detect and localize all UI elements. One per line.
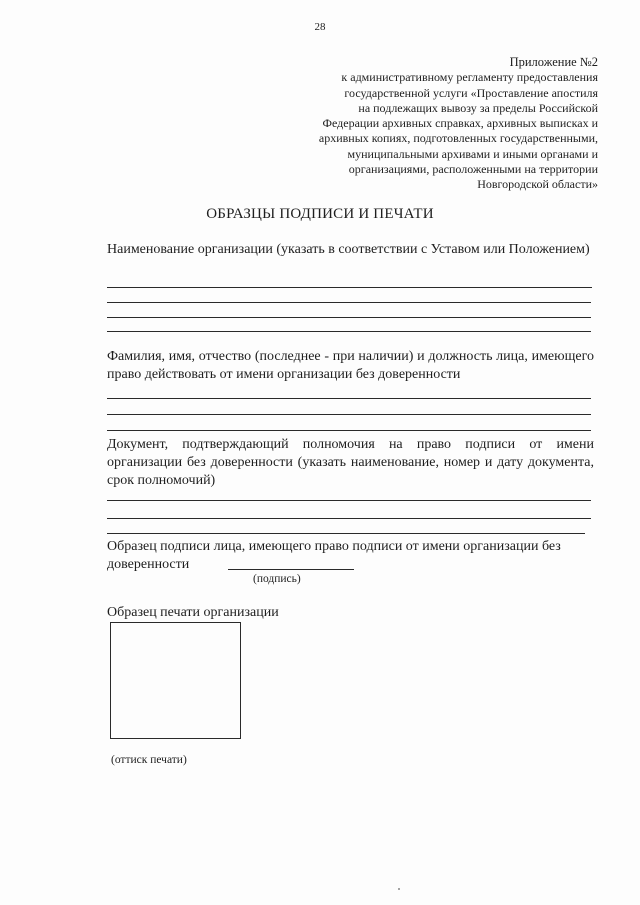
appendix-block (258, 55, 598, 193)
scan-speck (398, 888, 400, 890)
fill-line (107, 287, 592, 288)
signature-sample-label: Образец подписи лица, имеющего право подписи от имени организации без доверенности (107, 539, 561, 572)
appendix-line: организациями, расположенными на территории (348, 162, 598, 177)
fill-line (107, 414, 591, 415)
appendix-line: государственной услуги «Проставление апостиля (344, 85, 598, 100)
signature-line (228, 569, 354, 570)
appendix-line: Федерации архивных справках, архивных выписках и (322, 116, 598, 131)
appendix-line: муниципальными архивами и иными органами и (347, 146, 598, 161)
appendix-line: на подлежащих вывозу за пределы Российской (358, 100, 598, 115)
fill-line (107, 398, 591, 399)
fill-line (107, 317, 591, 318)
document-title: ОБРАЗЦЫ ПОДПИСИ И ПЕЧАТИ (206, 206, 434, 222)
fill-line (107, 533, 585, 534)
seal-caption: (оттиск печати) (111, 754, 187, 766)
fill-line (107, 500, 591, 501)
seal-sample-label: Образец печати организации (107, 605, 279, 620)
fill-line (107, 430, 591, 431)
appendix-line: к административному регламенту предоставления (341, 70, 598, 85)
person-label: Фамилия, имя, отчество (последнее - при наличии) и должность лица, имеющего право действовать от имени организации без доверенности (107, 349, 594, 382)
appendix-line: Новгородской области» (477, 177, 598, 192)
fill-line (107, 331, 591, 332)
appendix-line: архивных копиях, подготовленных государственными, (318, 131, 598, 146)
fill-line (107, 518, 591, 519)
document-label: Документ, подтверждающий полномочия на право подписи от имени организации без доверенности (указать наименование, номер и дату документа, срок полномочий) (107, 437, 594, 488)
appendix-title: Приложение №2 (509, 55, 598, 69)
fill-line (107, 302, 591, 303)
signature-caption: (подпись) (253, 573, 301, 585)
organization-name-label: Наименование организации (указать в соответствии с Уставом или Положением) (107, 242, 590, 257)
page-number: 28 (314, 21, 326, 33)
seal-box (110, 622, 241, 739)
